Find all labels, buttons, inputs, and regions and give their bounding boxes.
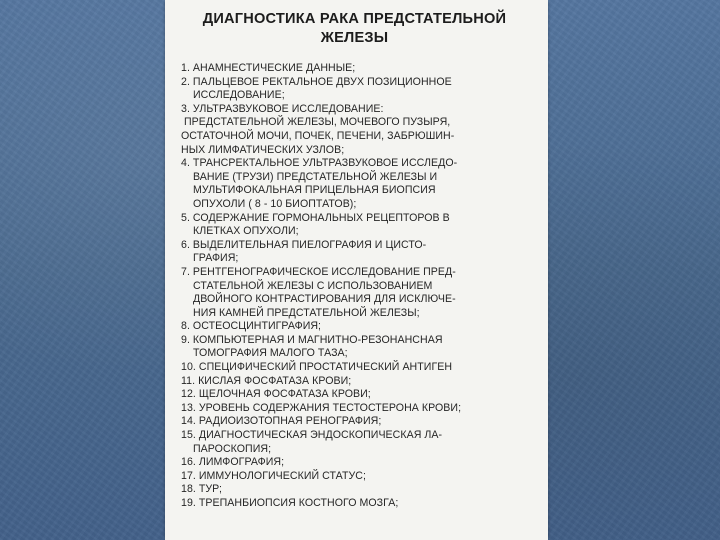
list-line: 14. РАДИОИЗОТОПНАЯ РЕНОГРАФИЯ; [181, 415, 382, 428]
list-line: 2. ПАЛЬЦЕВОЕ РЕКТАЛЬНОЕ ДВУХ ПОЗИЦИОННОЕ [181, 75, 452, 88]
list-line: ПРЕДСТАТЕЛЬНОЙ ЖЕЛЕЗЫ, МОЧЕВОГО ПУЗЫРЯ, [184, 116, 451, 129]
list-line: ВАНИЕ (ТРУЗИ) ПРЕДСТАТЕЛЬНОЙ ЖЕЛЕЗЫ И [193, 170, 438, 183]
list-line: 16. ЛИМФОГРАФИЯ; [181, 456, 285, 469]
list-line: 5. СОДЕРЖАНИЕ ГОРМОНАЛЬНЫХ РЕЦЕПТОРОВ В [181, 211, 450, 224]
list-line: ИССЛЕДОВАНИЕ; [193, 89, 285, 102]
list-line: МУЛЬТИФОКАЛЬНАЯ ПРИЦЕЛЬНАЯ БИОПСИЯ [193, 184, 436, 197]
list-line: 17. ИММУНОЛОГИЧЕСКИЙ СТАТУС; [181, 469, 366, 482]
list-line: ОСТАТОЧНОЙ МОЧИ, ПОЧЕК, ПЕЧЕНИ, ЗАБРЮШИН- [181, 129, 455, 142]
list-line: ОПУХОЛИ ( 8 - 10 БИОПТАТОВ); [193, 197, 357, 210]
document-title-line-2: ЖЕЛЕЗЫ [320, 30, 389, 46]
diagnostics-list [181, 62, 538, 511]
list-line: 4. ТРАНСРЕКТАЛЬНОЕ УЛЬТРАЗВУКОВОЕ ИССЛЕДО- [181, 157, 458, 170]
list-line: 11. КИСЛАЯ ФОСФАТАЗА КРОВИ; [181, 374, 352, 387]
list-line: ДВОЙНОГО КОНТРАСТИРОВАНИЯ ДЛЯ ИСКЛЮЧЕ- [193, 293, 456, 306]
list-line: НИЯ КАМНЕЙ ПРЕДСТАТЕЛЬНОЙ ЖЕЛЕЗЫ; [193, 306, 420, 319]
list-line: 10. СПЕЦИФИЧЕСКИЙ ПРОСТАТИЧЕСКИЙ АНТИГЕН [181, 361, 453, 374]
list-line: 6. ВЫДЕЛИТЕЛЬНАЯ ПИЕЛОГРАФИЯ И ЦИСТО- [181, 238, 427, 251]
list-line: 18. ТУР; [181, 483, 223, 496]
document-page [165, 0, 548, 540]
list-line: 1. АНАМНЕСТИЧЕСКИЕ ДАННЫЕ; [181, 62, 356, 74]
list-line: СТАТЕЛЬНОЙ ЖЕЛЕЗЫ С ИСПОЛЬЗОВАНИЕМ [193, 279, 433, 292]
list-line: КЛЕТКАХ ОПУХОЛИ; [193, 225, 299, 238]
list-line: ПАРОСКОПИЯ; [193, 442, 272, 455]
list-line: 12. ЩЕЛОЧНАЯ ФОСФАТАЗА КРОВИ; [181, 388, 371, 401]
list-line: 19. ТРЕПАНБИОПСИЯ КОСТНОГО МОЗГА; [181, 497, 399, 509]
list-line: 9. КОМПЬЮТЕРНАЯ И МАГНИТНО-РЕЗОНАНСНАЯ [181, 333, 443, 346]
list-line: НЫХ ЛИМФАТИЧЕСКИХ УЗЛОВ; [181, 143, 345, 156]
list-line: 15. ДИАГНОСТИЧЕСКАЯ ЭНДОСКОПИЧЕСКАЯ ЛА- [181, 429, 443, 442]
list-line: 3. УЛЬТРАЗВУКОВОЕ ИССЛЕДОВАНИЕ: [181, 102, 384, 115]
list-line: ГРАФИЯ; [193, 252, 239, 265]
list-line: 8. ОСТЕОСЦИНТИГРАФИЯ; [181, 320, 322, 333]
list-line: 13. УРОВЕНЬ СОДЕРЖАНИЯ ТЕСТОСТЕРОНА КРОВИ; [181, 401, 462, 414]
list-line: ТОМОГРАФИЯ МАЛОГО ТАЗА; [193, 347, 348, 360]
list-line: 7. РЕНТГЕНОГРАФИЧЕСКОЕ ИССЛЕДОВАНИЕ ПРЕД- [181, 265, 456, 278]
document-title-line-1: ДИАГНОСТИКА РАКА ПРЕДСТАТЕЛЬНОЙ [202, 11, 507, 27]
document-title [181, 10, 538, 48]
